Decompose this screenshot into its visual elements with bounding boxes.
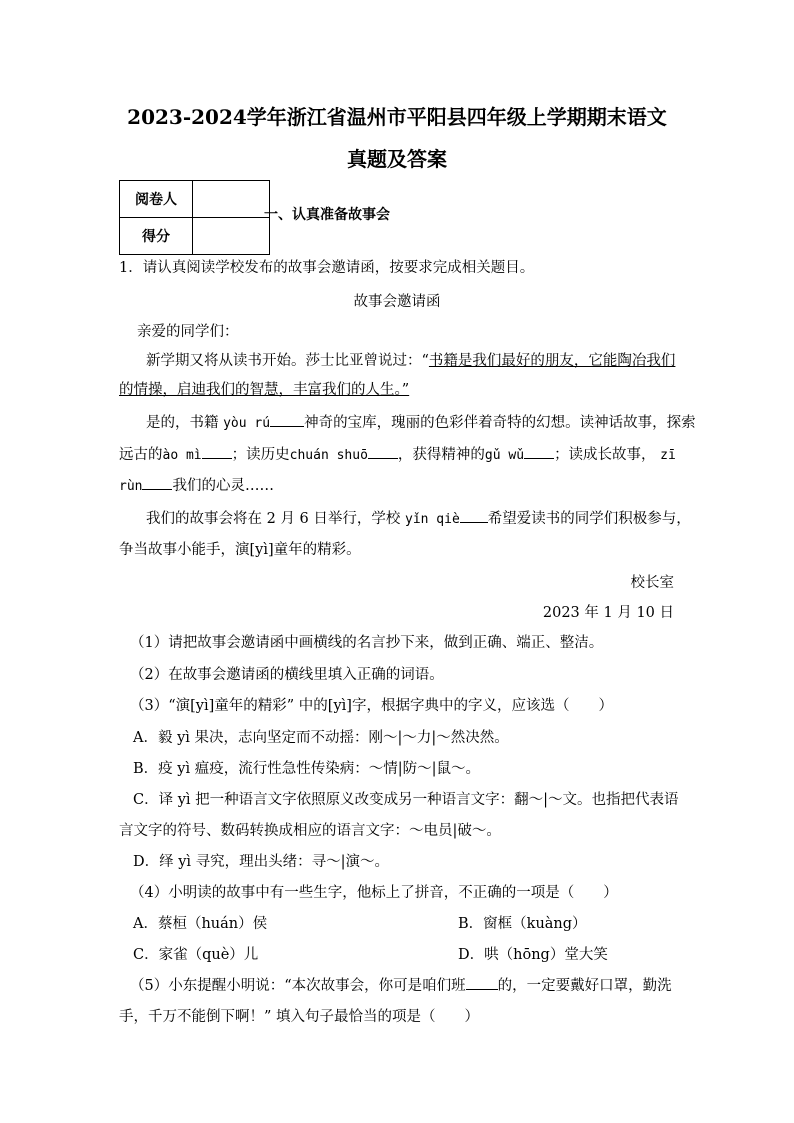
letter-p1-cont <box>119 379 409 401</box>
letter-title: 故事会邀请函 <box>353 294 441 310</box>
option-c-cont: 言文字的符号、数码转换成相应的语言文字：～电员|破～。 <box>119 823 501 839</box>
pinyin: gǔ wǔ <box>484 448 525 463</box>
question-1-3: （3）“演[yì]童年的精彩” 中的[yì]字，根据字典中的字义，应该选（ ） <box>130 698 613 714</box>
letter-p2: 是的，书籍 yòu rú 神奇的宝库，瑰丽的色彩伴着奇特的幻想。读神话故事，探索 <box>146 412 696 435</box>
option-a: A．毅 yì 果决，志向坚定而不动摇：刚～|～力|～然决然。 <box>133 730 509 746</box>
score-label: 得分 <box>120 218 193 255</box>
q4-option-a: A．蔡桓（huán）侯 <box>133 916 268 932</box>
question-1-4: （4）小明读的故事中有一些生字，他标上了拼音，不正确的一项是（ ） <box>130 885 618 901</box>
title-line-1: 2023-2024学年浙江省温州市平阳县四年级上学期期末语文 <box>127 105 667 129</box>
option-c: C．译 yì 把一种语言文字依照原义改变成另一种语言文字：翻～|～文。也指把代表语 <box>133 792 679 808</box>
pinyin: yǐn qiè <box>405 512 460 527</box>
question-1-2: （2）在故事会邀请函的横线里填入正确的词语。 <box>130 667 444 683</box>
letter-date: 2023 年 1 月 10 日 <box>542 605 674 621</box>
pinyin: ào mì <box>162 448 202 463</box>
fill-blank[interactable] <box>368 444 398 459</box>
fill-blank[interactable] <box>460 508 488 523</box>
fill-blank[interactable] <box>524 444 554 459</box>
option-d: D．绎 yì 寻究，理出头绪：寻～|演～。 <box>133 854 390 870</box>
q4-option-b: B．窗框（kuàng） <box>458 916 587 932</box>
q4-option-d: D．哄（hōng）堂大笑 <box>458 947 608 963</box>
q4-option-c: C．家雀（què）儿 <box>133 947 259 963</box>
fill-blank[interactable] <box>270 412 304 427</box>
pinyin: chuán shuō <box>289 448 368 463</box>
section-heading: 一、认真准备故事会 <box>264 207 390 223</box>
letter-p6: 争当故事小能手，演[yì]童年的精彩。 <box>119 542 361 558</box>
question-1-5-cont: 手，千万不能倒下啊！” 填入句子最恰当的项是（ ） <box>119 1009 480 1025</box>
quote-underlined: 书籍是我们最好的朋友，它能陶冶我们 <box>428 353 676 369</box>
letter-signature: 校长室 <box>630 575 674 591</box>
letter-p1: 新学期又将从读书开始。莎士比亚曾说过：“书籍是我们最好的朋友，它能陶冶我们 <box>146 353 676 369</box>
pinyin: rùn <box>119 479 143 494</box>
score-cell <box>193 218 270 255</box>
reviewer-cell <box>193 181 270 218</box>
letter-p4: rùn 我们的心灵…… <box>119 475 274 498</box>
fill-blank[interactable] <box>466 975 498 990</box>
question-1-1: （1）请把故事会邀请函中画横线的名言抄下来，做到正确、端正、整洁。 <box>130 635 604 651</box>
pinyin: zī <box>660 448 676 463</box>
fill-blank[interactable] <box>202 444 232 459</box>
pinyin: yòu rú <box>223 416 271 431</box>
letter-greeting: 亲爱的同学们： <box>137 324 239 340</box>
option-b: B．疫 yì 瘟疫，流行性急性传染病：～情|防～|鼠～。 <box>133 761 480 777</box>
letter-p5: 我们的故事会将在 2 月 6 日举行，学校 yǐn qiè 希望爱读书的同学们积极参与， <box>146 508 691 531</box>
letter-p3: 远古的ào mì ；读历史chuán shuō ，获得精神的gǔ wǔ ；读成长故事， zī <box>119 444 676 467</box>
fill-blank[interactable] <box>142 475 172 490</box>
score-table <box>119 180 270 255</box>
question-1: 1．请认真阅读学校发布的故事会邀请函，按要求完成相关题目。 <box>119 260 535 276</box>
reviewer-label: 阅卷人 <box>120 181 193 218</box>
question-1-5: （5）小东提醒小明说：“本次故事会，你可是咱们班 的，一定要戴好口罩，勤洗 <box>130 975 672 997</box>
quote-underlined-cont: 的情操，启迪我们的智慧，丰富我们的人生。” <box>119 382 410 398</box>
title-line-2: 真题及答案 <box>347 147 447 171</box>
